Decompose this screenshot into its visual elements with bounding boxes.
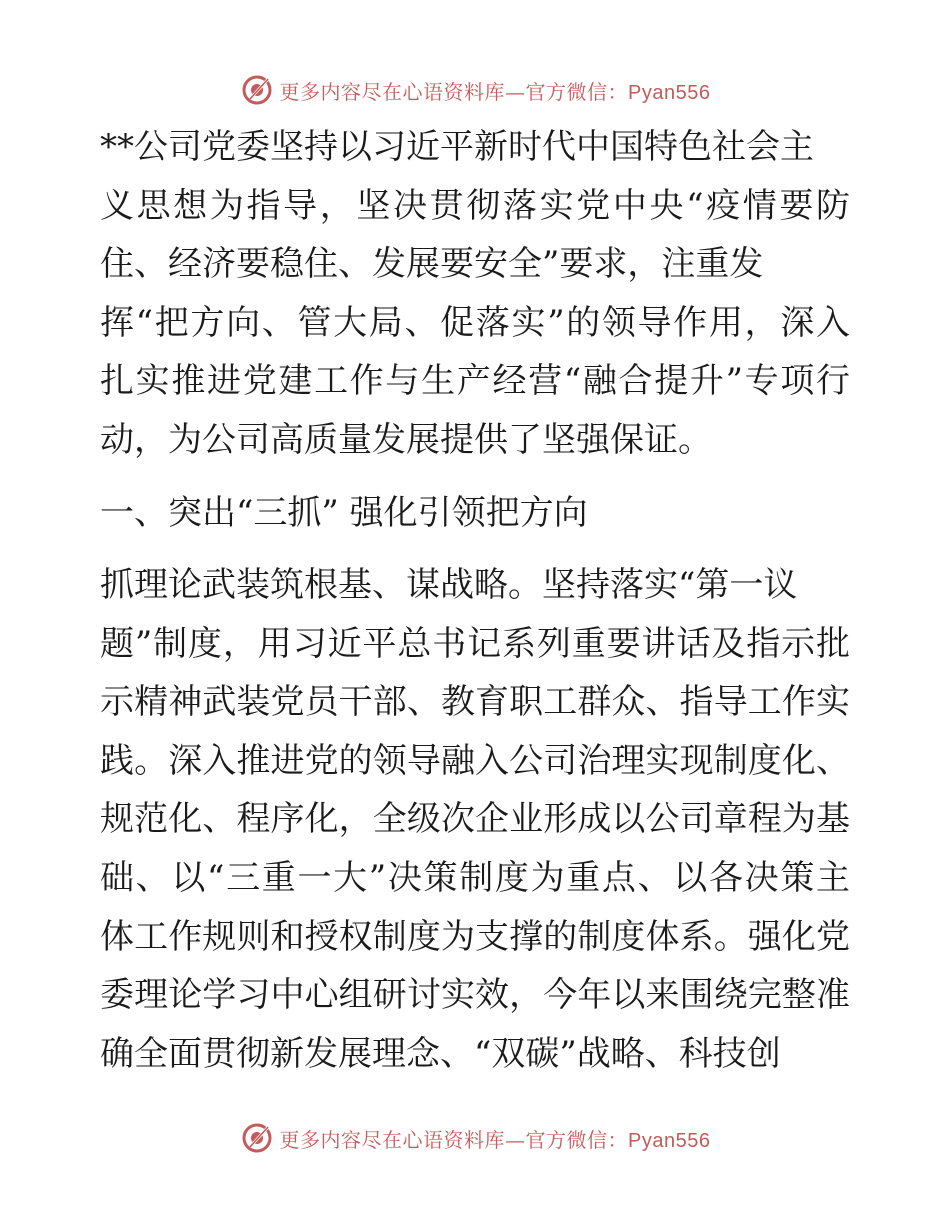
watermark-dash: —: [505, 1127, 526, 1152]
paragraph-2: [100, 556, 850, 1083]
watermark-wechat-id: Pyan556: [628, 81, 711, 104]
paragraph-line: 题”制度，用习近平总书记系列重要讲话及指示批: [100, 623, 850, 664]
paragraph-line: 挥“把方向、管大局、促落实”的领导作用，深入: [100, 302, 850, 343]
paragraph-line: 动，为公司高质量发展提供了坚强保证。: [100, 419, 712, 460]
watermark-dash: —: [505, 79, 526, 104]
paragraph-line: 示精神武装党员干部、教育职工群众、指导工作实: [100, 682, 850, 723]
paragraph-line: 确全面贯彻新发展理念、“双碳”战略、科技创: [100, 1033, 781, 1074]
paragraph-line: 践。深入推进党的领导融入公司治理实现制度化、: [100, 740, 850, 781]
section-heading-text: 一、突出“三抓” 强化引领把方向: [100, 493, 588, 533]
watermark-site-text: 更多内容尽在心语资料库: [279, 79, 506, 104]
brand-logo-icon: [240, 1121, 274, 1155]
watermark-banner-bottom: [0, 1118, 950, 1158]
paragraph-1: [100, 118, 850, 470]
paragraph-line: 委理论学习中心组研讨实效，今年以来围绕完整准: [100, 975, 850, 1016]
watermark-wechat-label: 官方微信：: [525, 1127, 629, 1152]
paragraph-line: 抓理论武装筑根基、谋战略。坚持落实“第一议: [100, 565, 798, 605]
paragraph-line: 规范化、程序化，全级次企业形成以公司章程为基: [100, 799, 850, 840]
watermark-banner-top: [0, 70, 950, 110]
watermark-site-text: 更多内容尽在心语资料库: [279, 1127, 506, 1152]
watermark-wechat-id: Pyan556: [628, 1129, 711, 1152]
paragraph-line: 础、以“三重一大”决策制度为重点、以各决策主: [100, 857, 850, 898]
paragraph-line: **公司党委坚持以习近平新时代中国特色社会主: [100, 127, 814, 167]
paragraph-line: 体工作规则和授权制度为支撑的制度体系。强化党: [100, 916, 850, 957]
section-heading: [100, 484, 850, 543]
paragraph-line: 义思想为指导，坚决贯彻落实党中央“疫情要防: [100, 185, 850, 226]
paragraph-line: 住、经济要稳住、发展要安全”要求，注重发: [100, 244, 764, 285]
paragraph-line: 扎实推进党建工作与生产经营“融合提升”专项行: [100, 361, 850, 402]
watermark-text: [280, 1124, 711, 1153]
watermark-wechat-label: 官方微信：: [525, 79, 629, 104]
brand-logo-icon: [240, 73, 274, 107]
watermark-text: [280, 76, 711, 105]
